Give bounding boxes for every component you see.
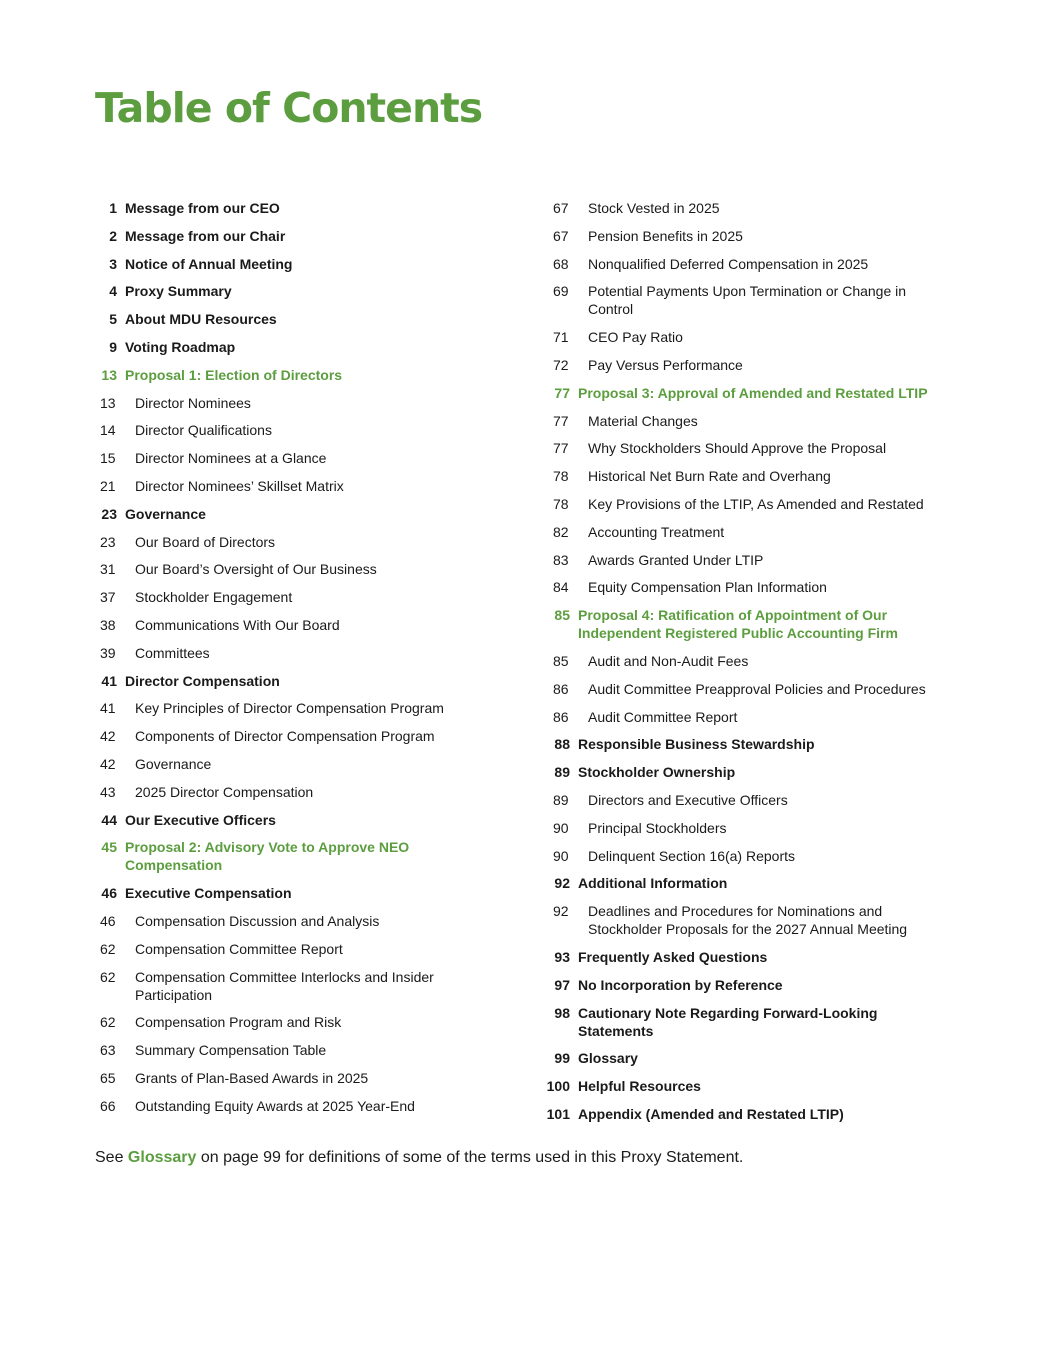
glossary-link[interactable]: Glossary <box>127 1149 197 1166</box>
toc-page-number: 5 <box>109 311 117 328</box>
footer-prefix: See <box>95 1149 128 1166</box>
toc-page-number: 67 <box>553 200 569 216</box>
toc-page-number: 77 <box>554 384 570 401</box>
toc-entry[interactable] <box>540 467 940 485</box>
toc-page-number: 68 <box>553 255 569 272</box>
toc-page-number: 92 <box>553 903 569 920</box>
toc-entry-title: Nonqualified Deferred Compensation in 2025 <box>588 255 869 272</box>
toc-page-number: 90 <box>553 847 569 864</box>
toc-entry-title: Proposal 2: Advisory Vote to Approve NEO Compensation <box>125 839 410 874</box>
toc-page-number: 14 <box>100 422 116 439</box>
toc-entry[interactable] <box>95 616 475 634</box>
toc-page-number: 63 <box>100 1042 116 1059</box>
toc-entry-title: CEO Pay Ratio <box>588 329 683 346</box>
toc-entry-title: Audit and Non-Audit Fees <box>588 652 749 669</box>
toc-entry-title: Stock Vested in 2025 <box>588 200 720 216</box>
toc-page-number: 78 <box>553 468 569 485</box>
toc-entry-title: Proposal 4: Ratification of Appointment of Our Independent Registered Public Accounting Firm <box>578 607 898 642</box>
toc-entry-title: No Incorporation by Reference <box>578 976 783 993</box>
toc-entry[interactable] <box>540 874 940 892</box>
toc-page-number: 4 <box>109 283 117 300</box>
toc-page-number: 72 <box>553 356 569 373</box>
toc-page-number: 69 <box>553 283 569 300</box>
toc-entry[interactable] <box>540 551 940 569</box>
toc-entry-title: Historical Net Burn Rate and Overhang <box>588 468 831 485</box>
toc-entry-title: Director Compensation <box>125 672 280 689</box>
toc-page-number: 9 <box>109 338 117 355</box>
toc-page-number: 85 <box>554 607 570 624</box>
toc-entry-title: Our Executive Officers <box>125 811 276 828</box>
toc-entry-title: Our Board of Directors <box>135 533 276 550</box>
toc-entry-title: Our Board’s Oversight of Our Business <box>135 561 377 578</box>
toc-entry-title: Frequently Asked Questions <box>578 948 768 965</box>
toc-page-number: 2 <box>109 227 117 244</box>
toc-entry-title: Proposal 3: Approval of Amended and Restated LTIP <box>578 384 928 401</box>
toc-page-number: 21 <box>100 477 116 494</box>
toc-entry-title: Awards Granted Under LTIP <box>588 551 764 568</box>
toc-entry-title: Audit Committee Preapproval Policies and Procedures <box>588 680 926 697</box>
toc-entry[interactable] <box>540 819 940 837</box>
toc-entry[interactable] <box>95 282 475 300</box>
toc-entry-title: Components of Director Compensation Program <box>135 728 435 745</box>
toc-entry-title: Principal Stockholders <box>588 819 727 836</box>
toc-page-number: 45 <box>101 839 117 856</box>
toc-entry[interactable] <box>95 199 475 217</box>
toc-entry-title: Notice of Annual Meeting <box>125 255 293 272</box>
toc-page-number: 41 <box>101 672 117 689</box>
toc-entry[interactable] <box>95 477 475 495</box>
toc-entry-title: Pay Versus Performance <box>588 356 743 373</box>
toc-page-number: 37 <box>100 589 116 606</box>
toc-entry[interactable] <box>540 1077 940 1095</box>
toc-entry[interactable] <box>95 338 475 356</box>
footer-suffix: on page 99 for definitions of some of the terms used in this Proxy Statement. <box>196 1149 744 1166</box>
toc-entry[interactable] <box>95 811 475 829</box>
toc-entry[interactable] <box>95 968 475 1004</box>
toc-entry-title: Compensation Committee Report <box>135 940 343 957</box>
toc-entry[interactable] <box>540 384 940 402</box>
toc-right-column <box>540 199 940 1133</box>
toc-entry[interactable] <box>95 755 475 773</box>
toc-entry-title: Why Stockholders Should Approve the Proposal <box>588 440 887 457</box>
toc-entry[interactable] <box>540 439 940 457</box>
toc-entry[interactable] <box>95 421 475 439</box>
toc-entry[interactable] <box>540 578 940 596</box>
toc-page-number: 98 <box>554 1004 570 1021</box>
toc-entry-title: Outstanding Equity Awards at 2025 Year-End <box>135 1097 415 1114</box>
toc-entry-title: Proxy Summary <box>125 283 232 300</box>
toc-entry-title: Summary Compensation Table <box>135 1042 327 1059</box>
toc-entry-title: 2025 Director Compensation <box>135 783 314 800</box>
toc-entry[interactable] <box>540 282 940 318</box>
toc-entry[interactable] <box>95 783 475 801</box>
toc-entry[interactable] <box>95 310 475 328</box>
toc-entry[interactable] <box>95 672 475 690</box>
toc-page-number: 31 <box>100 561 116 578</box>
toc-entry-title: Compensation Committee Interlocks and Insider Participation <box>135 968 434 1003</box>
toc-page-number: 13 <box>100 394 116 411</box>
toc-entry[interactable] <box>540 948 940 966</box>
toc-entry-title: Compensation Discussion and Analysis <box>135 912 380 929</box>
toc-entry-title: Additional Information <box>578 875 728 892</box>
footer-note <box>95 1149 743 1167</box>
toc-entry-title: Governance <box>135 755 212 772</box>
toc-page-number: 86 <box>553 708 569 725</box>
toc-entry-title: Deadlines and Procedures for Nominations and Stockholder Proposals for the 2027 Annual Meeting <box>588 903 908 938</box>
toc-entry-title: Executive Compensation <box>125 885 292 902</box>
toc-entry-title: Message from our Chair <box>125 227 286 244</box>
toc-entry-title: Audit Committee Report <box>588 708 738 725</box>
toc-entry[interactable] <box>540 735 940 753</box>
toc-entry-title: Compensation Program and Risk <box>135 1014 342 1031</box>
toc-page-number: 97 <box>554 976 570 993</box>
toc-entry[interactable] <box>95 1097 475 1115</box>
toc-entry[interactable] <box>540 1004 940 1040</box>
toc-page-number: 99 <box>554 1050 570 1067</box>
toc-entry[interactable] <box>540 976 940 994</box>
toc-entry[interactable] <box>540 255 940 273</box>
toc-entry-title: Proposal 1: Election of Directors <box>125 366 343 383</box>
toc-entry[interactable] <box>95 884 475 902</box>
toc-page-number: 84 <box>553 579 569 596</box>
toc-entry[interactable] <box>540 902 940 938</box>
toc-entry-title: Committees <box>135 644 210 661</box>
toc-entry[interactable] <box>95 727 475 745</box>
toc-page-number: 23 <box>100 533 116 550</box>
toc-page-number: 46 <box>100 912 116 929</box>
toc-page-number: 89 <box>554 764 570 781</box>
toc-page-number: 77 <box>553 440 569 457</box>
toc-entry[interactable] <box>540 495 940 513</box>
toc-page-number: 65 <box>100 1069 116 1086</box>
toc-page-number: 66 <box>100 1097 116 1114</box>
toc-entry[interactable] <box>95 366 475 384</box>
toc-entry[interactable] <box>540 708 940 726</box>
toc-entry[interactable] <box>95 533 475 551</box>
toc-entry[interactable] <box>95 838 475 874</box>
toc-page-number: 83 <box>553 551 569 568</box>
toc-entry-title: Potential Payments Upon Termination or Change in Control <box>588 283 907 318</box>
toc-page-number: 86 <box>553 680 569 697</box>
toc-entry-title: Director Nominees <box>135 394 251 411</box>
toc-entry[interactable] <box>95 449 475 467</box>
toc-left-column <box>95 199 475 1125</box>
toc-page-number: 43 <box>100 783 116 800</box>
toc-entry[interactable] <box>540 227 940 245</box>
toc-entry[interactable] <box>540 606 940 642</box>
toc-page-number: 13 <box>101 366 117 383</box>
toc-page-number: 42 <box>100 728 116 745</box>
toc-entry[interactable] <box>540 523 940 541</box>
toc-page-number: 1 <box>109 200 117 216</box>
toc-page-number: 100 <box>546 1078 570 1095</box>
toc-entry-title: Message from our CEO <box>125 200 280 216</box>
toc-entry[interactable] <box>95 560 475 578</box>
toc-page-number: 46 <box>101 885 117 902</box>
toc-entry-title: Pension Benefits in 2025 <box>588 227 743 244</box>
toc-entry-title: Grants of Plan-Based Awards in 2025 <box>135 1069 369 1086</box>
toc-entry-title: Material Changes <box>588 412 698 429</box>
toc-entry-title: Appendix (Amended and Restated LTIP) <box>578 1105 844 1122</box>
toc-entry-title: Directors and Executive Officers <box>588 791 788 808</box>
toc-entry[interactable] <box>540 1049 940 1067</box>
toc-entry-title: Stockholder Engagement <box>135 589 293 606</box>
toc-entry-title: Helpful Resources <box>578 1078 701 1095</box>
toc-entry-title: Key Provisions of the LTIP, As Amended and Restated <box>588 495 924 512</box>
toc-page-number: 92 <box>554 875 570 892</box>
toc-entry[interactable] <box>95 588 475 606</box>
toc-page-number: 62 <box>100 968 116 985</box>
toc-entry-title: Director Qualifications <box>135 422 272 439</box>
toc-entry-title: Responsible Business Stewardship <box>578 736 815 753</box>
toc-page-number: 62 <box>100 1014 116 1031</box>
toc-entry-title: About MDU Resources <box>125 311 277 328</box>
toc-page-number: 38 <box>100 616 116 633</box>
toc-page-number: 85 <box>553 652 569 669</box>
toc-entry-title: Equity Compensation Plan Information <box>588 579 827 596</box>
toc-page-number: 82 <box>553 523 569 540</box>
toc-entry[interactable] <box>540 412 940 430</box>
toc-page-number: 88 <box>554 736 570 753</box>
toc-entry-title: Governance <box>125 505 206 522</box>
toc-entry[interactable] <box>540 652 940 670</box>
toc-entry[interactable] <box>540 1105 940 1123</box>
toc-entry[interactable] <box>95 505 475 523</box>
toc-page-number: 89 <box>553 791 569 808</box>
toc-entry[interactable] <box>95 699 475 717</box>
toc-entry[interactable] <box>540 680 940 698</box>
toc-page-number: 101 <box>546 1105 570 1122</box>
toc-entry[interactable] <box>95 912 475 930</box>
toc-entry[interactable] <box>540 847 940 865</box>
toc-entry[interactable] <box>95 644 475 662</box>
toc-entry-title: Delinquent Section 16(a) Reports <box>588 847 796 864</box>
toc-entry[interactable] <box>95 940 475 958</box>
toc-page-number: 41 <box>100 700 116 717</box>
toc-entry-title: Glossary <box>578 1050 638 1067</box>
toc-entry-title: Director Nominees’ Skillset Matrix <box>135 477 344 494</box>
toc-page-number: 44 <box>101 811 117 828</box>
toc-page-number: 23 <box>101 505 117 522</box>
toc-page-number: 93 <box>554 948 570 965</box>
toc-page-number: 42 <box>100 755 116 772</box>
toc-entry[interactable] <box>95 227 475 245</box>
toc-entry[interactable] <box>95 255 475 273</box>
toc-entry[interactable] <box>540 356 940 374</box>
toc-entry[interactable] <box>95 394 475 412</box>
toc-entry[interactable] <box>540 199 940 217</box>
page-title: Table of Contents <box>95 84 483 132</box>
toc-page-number: 71 <box>553 329 569 346</box>
toc-entry[interactable] <box>540 328 940 346</box>
toc-page-number: 3 <box>109 255 117 272</box>
toc-page-number: 39 <box>100 644 116 661</box>
toc-entry-title: Cautionary Note Regarding Forward-Looking Statements <box>578 1004 878 1039</box>
toc-entry-title: Voting Roadmap <box>125 338 236 355</box>
toc-entry-title: Communications With Our Board <box>135 616 340 633</box>
toc-entry-title: Key Principles of Director Compensation Program <box>135 700 444 717</box>
toc-entry[interactable] <box>540 791 940 809</box>
toc-page-number: 15 <box>100 450 116 467</box>
toc-entry[interactable] <box>95 1041 475 1059</box>
toc-entry[interactable] <box>540 763 940 781</box>
toc-page-number: 77 <box>553 412 569 429</box>
toc-entry-title: Director Nominees at a Glance <box>135 450 327 467</box>
toc-page-number: 90 <box>553 819 569 836</box>
toc-entry[interactable] <box>95 1013 475 1031</box>
toc-page-number: 62 <box>100 940 116 957</box>
toc-entry[interactable] <box>95 1069 475 1087</box>
toc-page-number: 67 <box>553 227 569 244</box>
toc-entry-title: Accounting Treatment <box>588 523 725 540</box>
toc-entry-title: Stockholder Ownership <box>578 764 736 781</box>
toc-page-number: 78 <box>553 495 569 512</box>
